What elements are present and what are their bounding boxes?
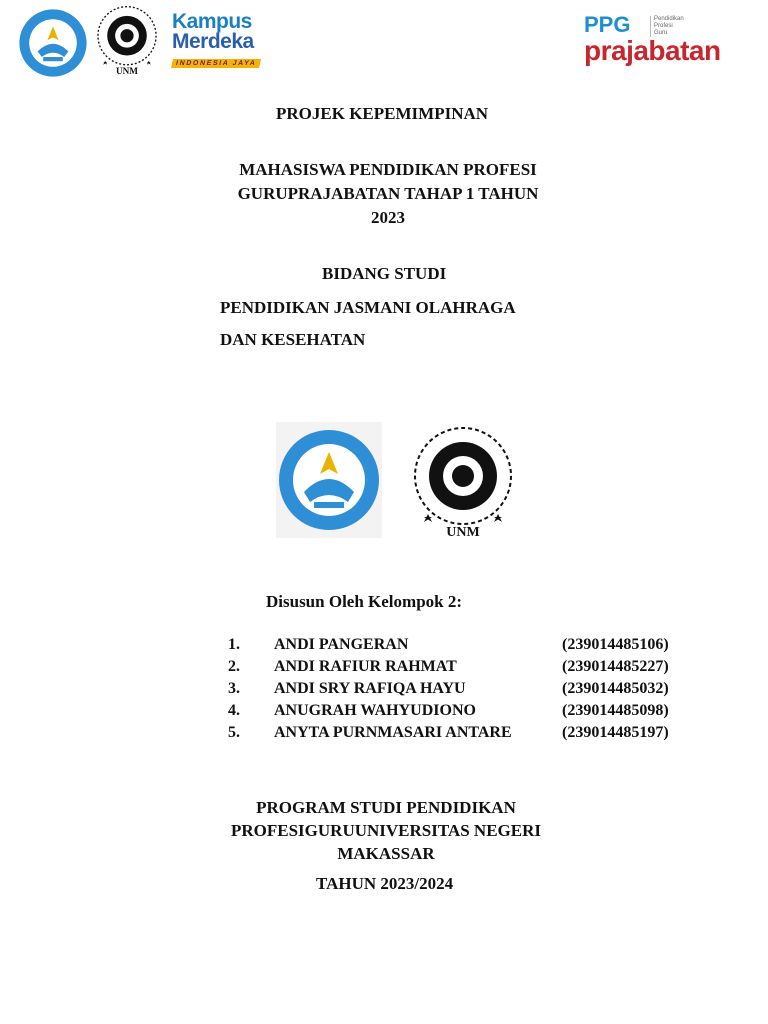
field-line: DAN KESEHATAN: [220, 330, 366, 349]
ppg-label: PPG: [584, 12, 631, 37]
kampus-merdeka-line1: Kampus: [172, 10, 252, 33]
study-program: [200, 796, 572, 865]
subtitle-line: 2023: [371, 208, 405, 227]
member-id: (239014485098): [562, 702, 669, 719]
program-line: PROFESIGURUUNIVERSITAS NEGERI: [231, 821, 541, 840]
program-line: MAKASSAR: [337, 844, 435, 863]
tut-wuri-handayani-logo-icon: [276, 422, 382, 538]
member-id: (239014485197): [562, 724, 669, 741]
field-line: PENDIDIKAN JASMANI OLAHRAGA: [220, 298, 516, 317]
member-list: [228, 634, 698, 744]
academic-year: TAHUN 2023/2024: [316, 874, 454, 893]
member-number: 1.: [228, 636, 240, 653]
list-item: [228, 700, 698, 722]
subtitle-line: GURUPRAJABATAN TAHAP 1 TAHUN: [237, 184, 539, 203]
ppg-sub2: Profesi: [654, 23, 673, 29]
member-number: 2.: [228, 658, 240, 675]
kampus-merdeka-logo: [172, 12, 276, 72]
member-id: (239014485106): [562, 636, 669, 653]
member-name: ANDI PANGERAN: [274, 636, 409, 653]
list-item: [228, 634, 698, 656]
kampus-merdeka-band: INDONESIA JAYA: [171, 59, 261, 68]
field-label: BIDANG STUDI: [322, 264, 447, 283]
unm-seal-icon: [404, 424, 522, 542]
unm-abbr: UNM: [115, 66, 139, 76]
ppg-sublabel: [650, 16, 684, 37]
list-item: [228, 722, 698, 744]
unm-abbr: UNM: [446, 525, 480, 540]
member-number: 3.: [228, 680, 240, 697]
member-name: ANDI RAFIUR RAHMAT: [274, 658, 457, 675]
ppg-sub1: Pendidikan: [654, 16, 684, 22]
document-title: PROJEK KEPEMIMPINAN: [276, 104, 489, 123]
list-item: [228, 656, 698, 678]
subtitle-line: MAHASISWA PENDIDIKAN PROFESI: [239, 160, 537, 179]
document-subtitle: [218, 158, 558, 230]
prajabatan-label: prajabatan: [584, 35, 721, 66]
member-id: (239014485032): [562, 680, 669, 697]
kampus-merdeka-line2: Merdeka: [172, 30, 254, 53]
member-name: ANUGRAH WAHYUDIONO: [274, 702, 476, 719]
member-number: 4.: [228, 702, 240, 719]
unm-seal-icon: [94, 4, 160, 78]
ppg-prajabatan-logo: [584, 14, 732, 78]
member-name: ANYTA PURNMASARI ANTARE: [274, 724, 512, 741]
ppg-sub3: Guru: [654, 30, 668, 36]
tut-wuri-handayani-logo-icon: [18, 8, 88, 78]
program-line: PROGRAM STUDI PENDIDIKAN: [256, 798, 516, 817]
composed-by-label: Disusun Oleh Kelompok 2:: [266, 592, 463, 611]
list-item: [228, 678, 698, 700]
member-id: (239014485227): [562, 658, 669, 675]
member-name: ANDI SRY RAFIQA HAYU: [274, 680, 466, 697]
member-number: 5.: [228, 724, 240, 741]
